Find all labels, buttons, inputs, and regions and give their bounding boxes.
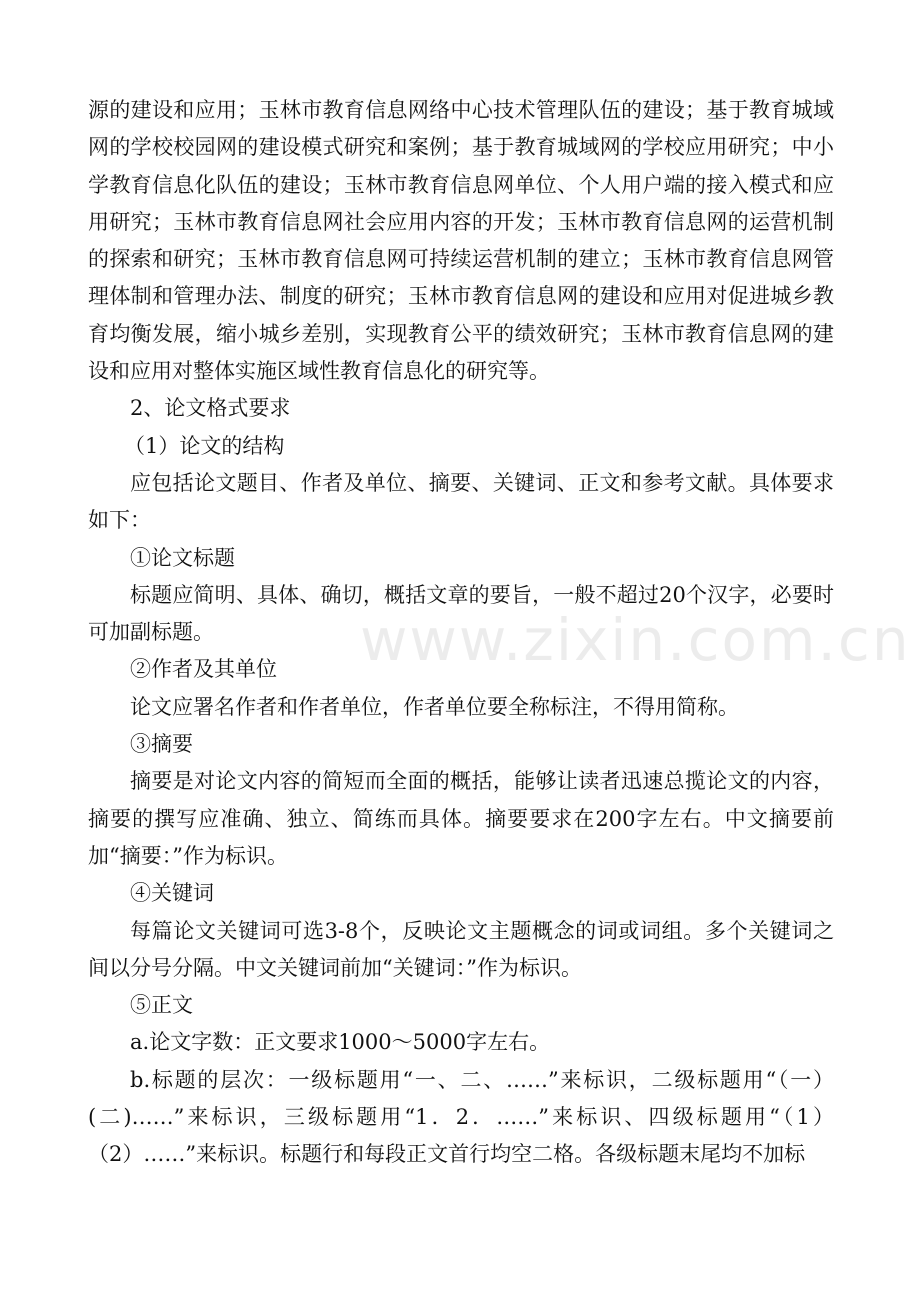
paragraph-word-count: a.论文字数：正文要求1000～5000字左右。: [130, 1030, 551, 1055]
heading-body: ⑤正文: [130, 993, 193, 1018]
document-body: [88, 92, 834, 1174]
paragraph-research-topics: 源的建设和应用；玉林市教育信息网络中心技术管理队伍的建设；基于教育城域网的学校校园网的建设模式研究和案例；基于教育城域网的学校应用研究；中小学教育信息化队伍的建设；玉林市教育信息网单位、个人用户端的接入模式和应用研究；玉林市教育信息网社会应用内容的开发；玉林市教育信息网的运营机制的探索和研究；玉林市教育信息网可持续运营机制的建立；玉林市教育信息网管理体制和管理办法、制度的研究；玉林市教育信息网的建设和应用对促进城乡教育均衡发展，缩小城乡差别，实现教育公平的绩效研究；玉林市教育信息网的建设和应用对整体实施区域性教育信息化的研究等。: [88, 98, 834, 384]
heading-keywords: ④关键词: [130, 881, 214, 906]
paragraph-heading-levels: b.标题的层次：一级标题用“一、二、……”来标识，二级标题用“（一）(二)……”来标识，三级标题用“1．2．……”来标识、四级标题用“（1）（2）……”来标识。标题行和每段正文首行均空二格。各级标题末尾均不加标: [88, 1067, 834, 1167]
paragraph-title-rules: 标题应简明、具体、确切，概括文章的要旨，一般不超过20个汉字，必要时可加副标题。: [88, 582, 834, 645]
paragraph-structure-intro: 应包括论文题目、作者及单位、摘要、关键词、正文和参考文献。具体要求如下：: [88, 470, 834, 533]
paragraph-abstract-rules: 摘要是对论文内容的简短而全面的概括，能够让读者迅速总揽论文的内容，摘要的撰写应准确、独立、简练而具体。摘要要求在200字左右。中文摘要前加“摘要：”作为标识。: [88, 769, 834, 868]
paragraph-author-rules: 论文应署名作者和作者单位，作者单位要全称标注，不得用简称。: [130, 694, 739, 719]
heading-author: ②作者及其单位: [130, 657, 277, 682]
paragraph-keywords-rules: 每篇论文关键词可选3-8个，反映论文主题概念的词或词组。多个关键词之间以分号分隔。中文关键词前加“关键词：”作为标识。: [88, 918, 834, 980]
heading-paper-structure: （1）论文的结构: [124, 433, 285, 458]
heading-title: ①论文标题: [130, 545, 235, 570]
heading-paper-format: 2、论文格式要求: [130, 396, 291, 421]
watermark: www.zixin.com.cn: [360, 606, 911, 674]
heading-abstract: ③摘要: [130, 732, 193, 757]
